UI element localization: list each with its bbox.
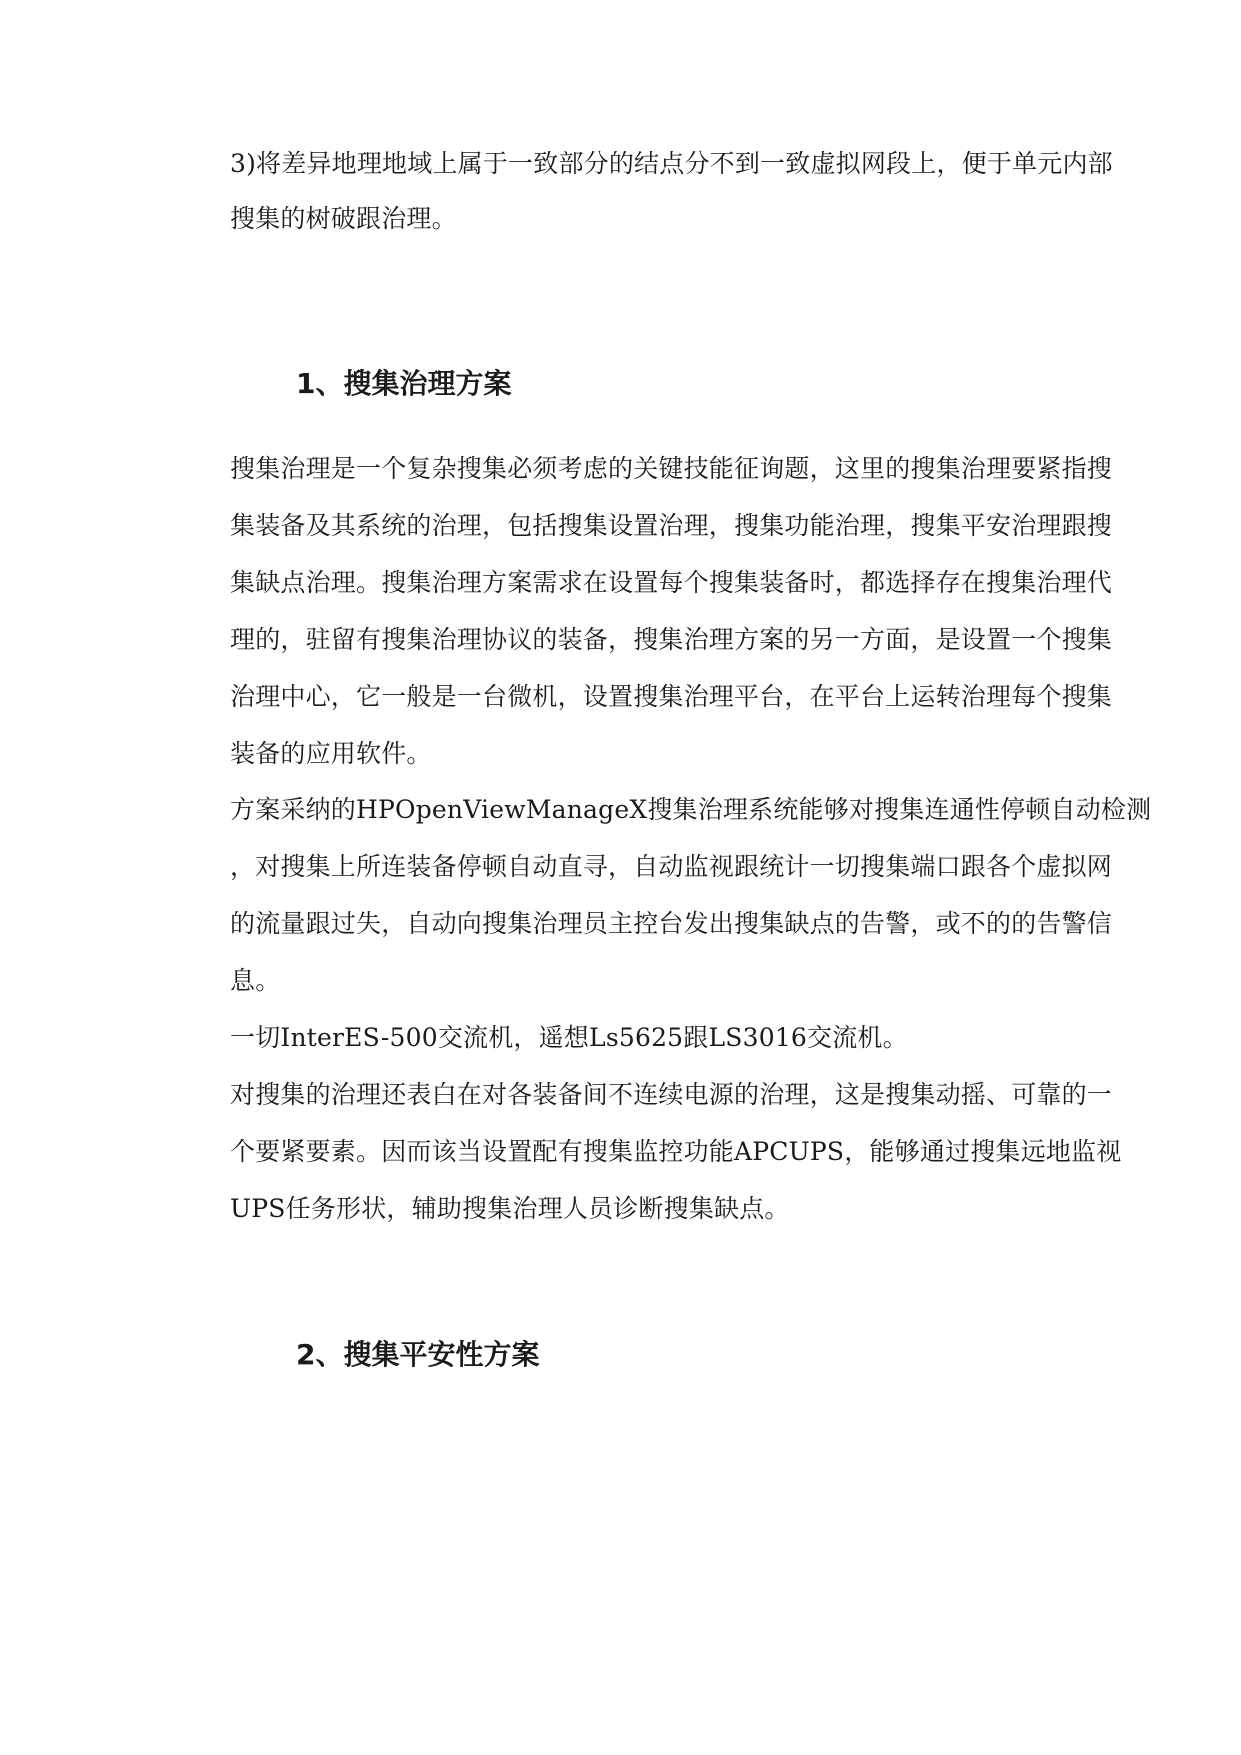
- section-1-line-9: 的流量跟过失，自动向搜集治理员主控台发出搜集缺点的告警，或不的的告警信: [230, 909, 1113, 938]
- section-1-line-3: 集缺点治理。搜集治理方案需求在设置每个搜集装备时，都选择存在搜集治理代: [230, 568, 1113, 597]
- section-1-line-11: 一切InterES-500交流机，遥想Ls5625跟LS3016交流机。: [230, 1023, 908, 1052]
- section-1-line-14: UPS任务形状，辅助搜集治理人员诊断搜集缺点。: [230, 1194, 790, 1223]
- section-1-line-2: 集装备及其系统的治理，包括搜集设置治理，搜集功能治理，搜集平安治理跟搜: [230, 511, 1113, 540]
- section-1-line-6: 装备的应用软件。: [230, 739, 432, 768]
- section-2-heading: 2、搜集平安性方案: [296, 1338, 540, 1371]
- intro-line-2: 搜集的树破跟治理。: [230, 204, 457, 233]
- section-1-line-5: 治理中心，它一般是一台微机，设置搜集治理平台，在平台上运转治理每个搜集: [230, 682, 1113, 711]
- section-1-line-1: 搜集治理是一个复杂搜集必须考虑的关键技能征询题，这里的搜集治理要紧指搜: [230, 454, 1113, 483]
- section-1-line-8: ，对搜集上所连装备停顿自动直寻，自动监视跟统计一切搜集端口跟各个虚拟网: [230, 852, 1113, 881]
- section-1-heading: 1、搜集治理方案: [296, 367, 512, 400]
- section-1-line-7: 方案采纳的HPOpenViewManageX搜集治理系统能够对搜集连通性停顿自动检测: [230, 795, 1152, 824]
- section-1-line-4: 理的，驻留有搜集治理协议的装备，搜集治理方案的另一方面，是设置一个搜集: [230, 625, 1113, 654]
- intro-line-1: 3)将差异地理地域上属于一致部分的结点分不到一致虚拟网段上，便于单元内部: [230, 149, 1113, 178]
- section-1-line-13: 个要紧要素。因而该当设置配有搜集监控功能APCUPS，能够通过搜集远地监视: [230, 1137, 1122, 1166]
- section-1-line-12: 对搜集的治理还表白在对各装备间不连续电源的治理，这是搜集动摇、可靠的一: [230, 1080, 1113, 1109]
- section-1-line-10: 息。: [230, 966, 281, 995]
